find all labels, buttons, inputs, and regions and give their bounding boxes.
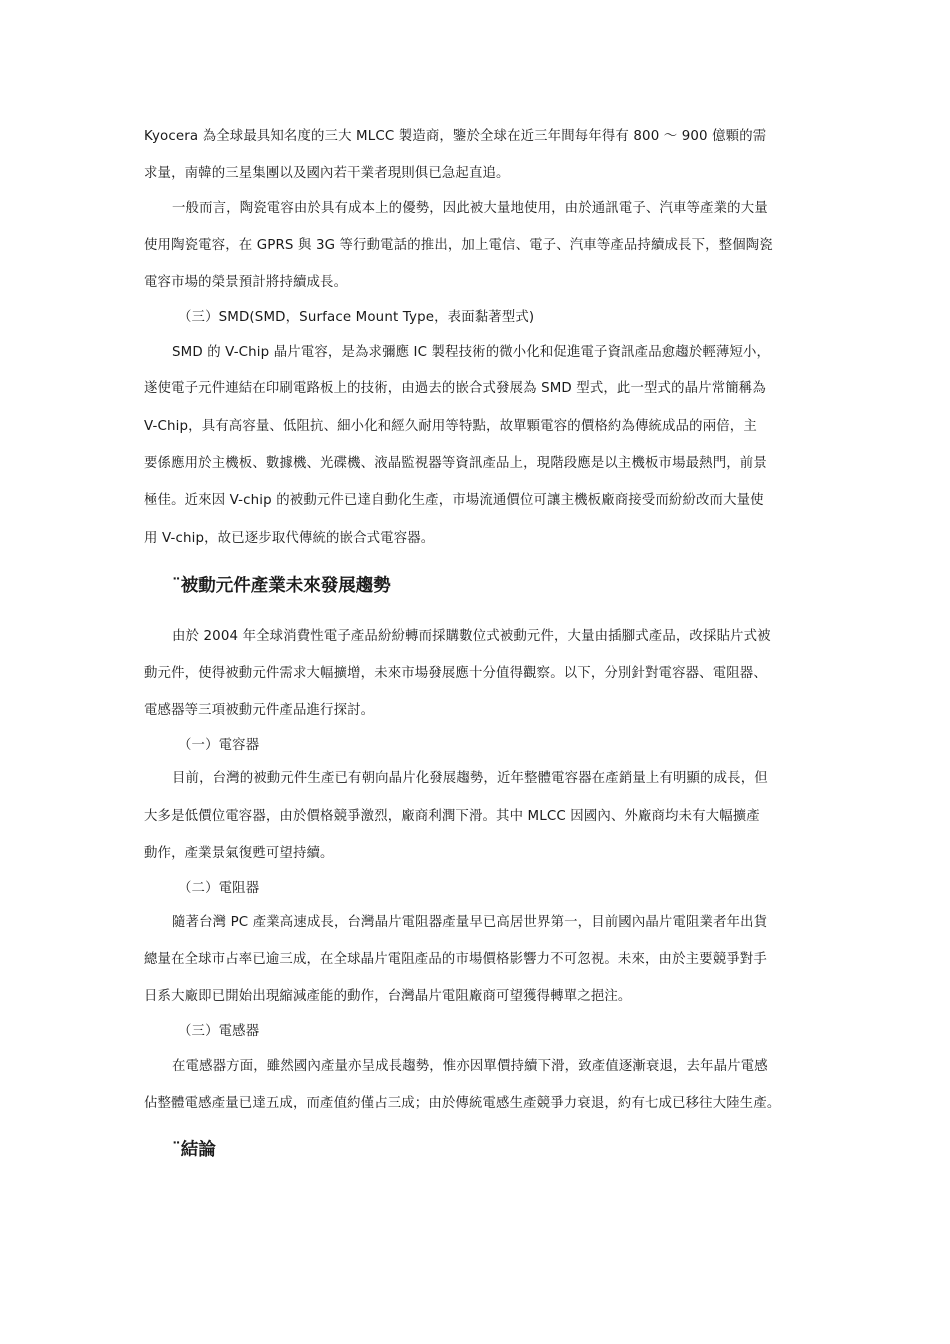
paragraph-line: 電容市場的榮景預計將持續成長。	[144, 275, 348, 290]
paragraph-line: Kyocera 為全球最具知名度的三大 MLCC 製造商，鑒於全球在近三年間每年得有 800 ～ 900 億顆的需	[144, 129, 767, 144]
paragraph-line: 用 V-chip，故已逐步取代傳統的嵌合式電容器。	[144, 531, 435, 546]
subsection-label: （二）電阻器	[178, 881, 260, 896]
paragraph-line: 動作，產業景氣復甦可望持續。	[144, 846, 334, 861]
paragraph-line: 隨著台灣 PC 產業高速成長，台灣晶片電阻器產量早已高居世界第一，目前國內晶片電阻業者年出貨	[172, 915, 768, 930]
paragraph-line: 佔整體電感產量已達五成，而產值約僅占三成；由於傳統電感生產競爭力衰退，約有七成已移往大陸生產。	[144, 1096, 781, 1111]
paragraph-line: 一般而言，陶瓷電容由於具有成本上的優勢，因此被大量地使用，由於通訊電子、汽車等產業的大量	[172, 201, 768, 216]
paragraph-line: 大多是低價位電容器，由於價格競爭激烈，廠商利潤下滑。其中 MLCC 因國內、外廠商均未有大幅擴產	[144, 809, 760, 824]
subsection-label: （三）電感器	[178, 1024, 260, 1039]
subsection-label: （一）電容器	[178, 738, 260, 753]
paragraph-line: 使用陶瓷電容，在 GPRS 與 3G 等行動電話的推出，加上電信、電子、汽車等產品持續成長下，整個陶瓷	[144, 238, 773, 253]
paragraph-line: SMD 的 V-Chip 晶片電容，是為求彌應 IC 製程技術的微小化和促進電子資訊產品愈趨於輕薄短小，	[172, 345, 771, 360]
paragraph-line: 在電感器方面，雖然國內產量亦呈成長趨勢，惟亦因單價持續下滑，致產值逐漸衰退，去年晶片電感	[172, 1059, 768, 1074]
paragraph-line: 要係應用於主機板、數據機、光碟機、液晶監視器等資訊產品上，現階段應是以主機板市場最熱門，前景	[144, 456, 767, 471]
paragraph-line: 電感器等三項被動元件產品進行探討。	[144, 703, 375, 718]
section-heading: ¨被動元件產業未來發展趨勢	[172, 576, 391, 596]
paragraph-line: 日系大廠即已開始出現縮減產能的動作，台灣晶片電阻廠商可望獲得轉單之挹注。	[144, 989, 632, 1004]
paragraph-line: 目前，台灣的被動元件生產已有朝向晶片化發展趨勢，近年整體電容器在產銷量上有明顯的成長，但	[172, 771, 768, 786]
paragraph-line: 由於 2004 年全球消費性電子產品紛紛轉而採購數位式被動元件，大量由插腳式產品，改採貼片式被	[172, 629, 771, 644]
section-heading: ¨結論	[172, 1140, 216, 1160]
paragraph-line: 極佳。近來因 V-chip 的被動元件已達自動化生產，市場流通價位可讓主機板廠商接受而紛紛改而大量使	[144, 493, 764, 508]
paragraph-line: 總量在全球市占率已逾三成，在全球晶片電阻產品的市場價格影響力不可忽視。未來，由於主要競爭對手	[144, 952, 767, 967]
subsection-label: （三）SMD(SMD，Surface Mount Type，表面黏著型式)	[178, 310, 535, 325]
paragraph-line: 動元件，使得被動元件需求大幅擴增，未來市場發展應十分值得觀察。以下，分別針對電容器、電阻器、	[144, 666, 767, 681]
paragraph-line: 遂使電子元件連結在印刷電路板上的技術，由過去的嵌合式發展為 SMD 型式，此一型式的晶片常簡稱為	[144, 381, 766, 396]
paragraph-line: V-Chip，具有高容量、低阻抗、細小化和經久耐用等特點，故單顆電容的價格約為傳統成品的兩倍，主	[144, 419, 757, 434]
paragraph-line: 求量，南韓的三星集團以及國內若干業者現則俱已急起直追。	[144, 166, 510, 181]
